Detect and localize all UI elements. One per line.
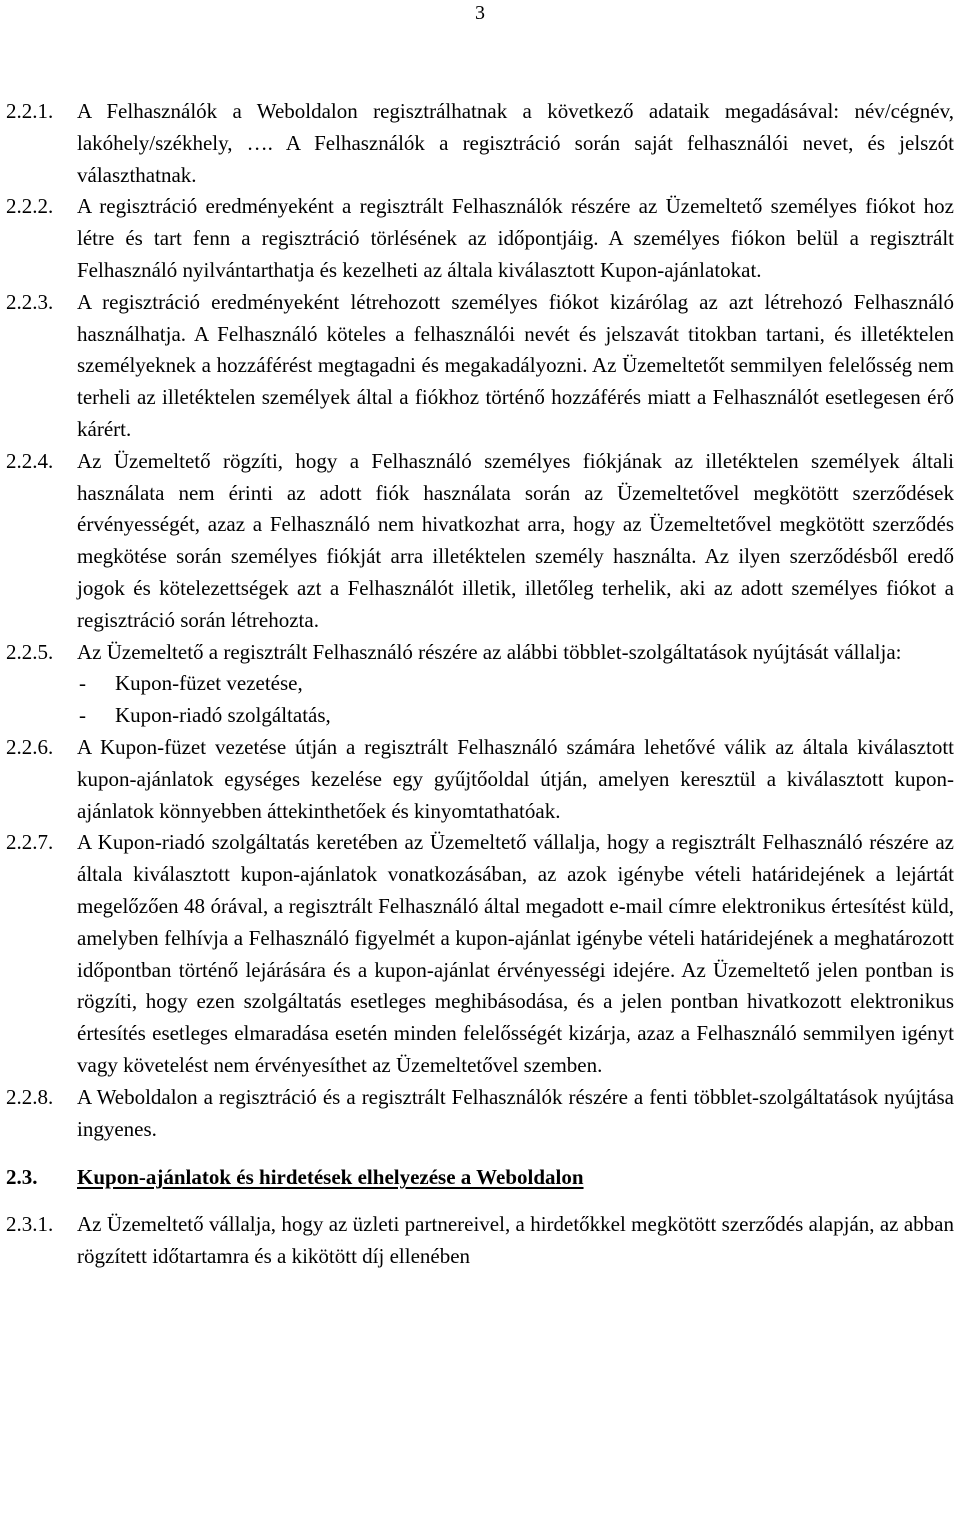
clause-number: 2.2.3. [6,289,54,314]
section-number: 2.3. [6,1165,38,1190]
document-body [0,96,960,1273]
clause-text: Az Üzemeltető vállalja, hogy az üzleti partnereivel, a hirdetőkkel megkötött szerződés alapján, az abban rögzített időtartamra és a kikötött díj ellenében [77,1212,954,1268]
clause-text: Az Üzemeltető rögzíti, hogy a Felhasználó személyes fiókjának az illetéktelen személyek általi használata nem érinti az adott fiók használata során az Üzemeltetővel megkötött szerződések érvényességét, azaz a Felhasználó nem hivatkozhat arra, hogy az Üzemeltetővel megkötött szerződés megkötése során személyes fiókját arra illetéktelen személy használta. Az ilyen szerződésből eredő jogok és kötelezettségek azt a Felhasználót illetik, illetőleg terhelik, aki az adott személyes fiókot a regisztráció során létrehozta. [77,448,954,632]
clause-text: A Kupon-riadó szolgáltatás keretében az Üzemeltető vállalja, hogy a regisztrált Felhasználó részére az általa kiválasztott kupon-ajánlatok vonatkozásában, az azok igénybe vételi határidejének a lejártát megelőzően 48 órával, a regisztrált Felhasználó által megadott e-mail címre elektronikus értesítést küld, amelyben felhívja a Felhasználó figyelmét a kupon-ajánlat igénybe vételi határidejének a meghatározott időpontban történő lejárására és a kupon-ajánlat érvényességi idejére. Az Üzemeltető jelen pontban is rögzíti, hogy ezen szolgáltatás esetleges meghibásodása, és a jelen pontban hivatkozott elektronikus értesítés esetleges elmaradása esetén minden felelősségét kizárja, azaz a Felhasználó semmilyen igényt vagy követelést nem érvényesíthet az Üzemeltetővel szemben. [77,830,954,1077]
clause-number: 2.2.4. [6,448,54,473]
clause-number: 2.2.2. [6,194,54,219]
clause-2-2-1 [0,96,960,191]
clause-number: 2.2.5. [6,639,54,664]
clause-number: 2.2.8. [6,1084,54,1109]
list-dash: - [79,703,86,728]
clause-2-2-4 [0,446,960,637]
clause-text: A Kupon-füzet vezetése útján a regisztrált Felhasználó számára lehetővé válik az általa kiválasztott kupon-ajánlatok egységes kezelése egy gyűjtőoldal útján, amelyen keresztül a kiválasztott kupon-ajánlatok könnyebben áttekinthetőek és kinyomtathatóak. [77,734,954,823]
clause-text: A Felhasználók a Weboldalon regisztrálhatnak a következő adataik megadásával: név/cégnév, lakóhely/székhely, …. A Felhasználók a regisztráció során saját felhasználói nevet, és jelszót választhatnak. [77,99,954,187]
clause-2-2-2 [0,191,960,286]
clause-2-3-1 [0,1209,960,1273]
section-title: Kupon-ajánlatok és hirdetések elhelyezése a Weboldalon [77,1165,584,1190]
clause-text: A regisztráció eredményeként a regisztrált Felhasználók részére az Üzemeltető személyes fiókot hoz létre és tart fenn a regisztráció törlésének az időpontjáig. A személyes fiókon belül a regisztrált Felhasználó nyilvántarthatja és kezelheti az általa kiválasztott Kupon-ajánlatokat. [77,194,954,282]
list-item [77,668,954,700]
clause-number: 2.2.6. [6,734,54,759]
clause-2-2-8 [0,1082,960,1146]
clause-2-2-7 [0,827,960,1081]
clause-text: A regisztráció eredményeként létrehozott személyes fiókot kizárólag az azt létrehozó Felhasználó használhatja. A Felhasználó köteles a felhasználói nevét és jelszavát titokban tartani, és illetéktelen személyeknek a hozzáférést megtagadni és megakadályozni. Az Üzemeltetőt semmilyen felelősség nem terheli az illetéktelen személyek által a fiókhoz történő hozzáférés miatt a Felhasználót esetlegesen érő kárért. [77,289,954,441]
list-item [77,700,954,732]
page-number: 3 [475,2,485,24]
list-item-text: Kupon-riadó szolgáltatás, [115,703,331,728]
clause-number: 2.2.7. [6,830,54,855]
clause-number: 2.2.1. [6,99,54,123]
list-dash: - [79,671,86,696]
clause-number: 2.3.1. [6,1212,54,1237]
clause-2-2-5 [0,637,960,732]
clause-text: Az Üzemeltető a regisztrált Felhasználó részére az alábbi többlet-szolgáltatások nyújtását vállalja: [77,639,902,664]
service-list [77,668,954,732]
clause-text: A Weboldalon a regisztráció és a regisztrált Felhasználók részére a fenti többlet-szolgáltatások nyújtása ingyenes. [77,1084,954,1141]
section-heading-2-3 [0,1162,960,1194]
clause-2-2-3 [0,287,960,446]
clause-2-2-6 [0,732,960,827]
list-item-text: Kupon-füzet vezetése, [115,671,303,696]
